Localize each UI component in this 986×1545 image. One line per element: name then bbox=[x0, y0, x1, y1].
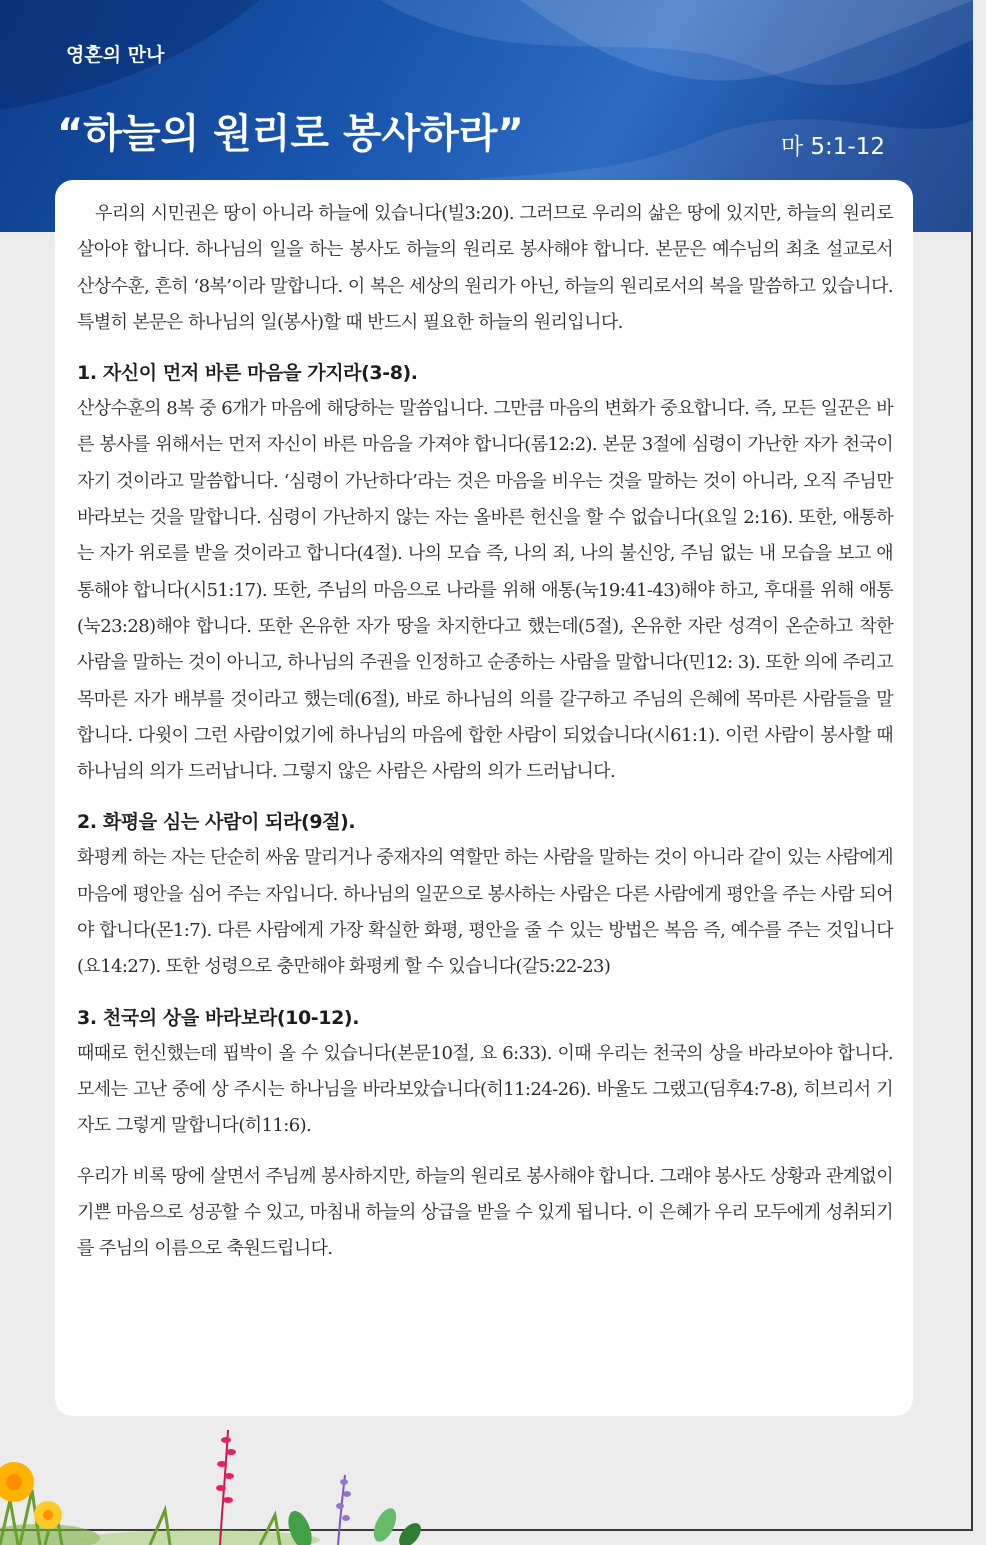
intro-paragraph: 우리의 시민권은 땅이 아니라 하늘에 있습니다(빌3:20). 그러므로 우리의 삶은 땅에 있지만, 하늘의 원리로 살아야 합니다. 하나님의 일을 하는 봉사도 하늘의 원리로 봉사해야 합니다. 본문은 예수님의 최초 설교로서 산상수훈, 흔히 ‘8복’이라 말합니다. 이 복은 세상의 원리가 아닌, 하늘의 원리로서의 복을 말씀하고 있습니다. 특별히 본문은 하나님의 일(봉사)할 때 반드시 필요한 하늘의 원리입니다. bbox=[77, 203, 893, 333]
section-2-text: 화평케 하는 자는 단순히 싸움 말리거나 중재자의 역할만 하는 사람을 말하는 것이 아니라 같이 있는 사람에게 마음에 평안을 심어 주는 자입니다. 하나님의 일꾼으로 봉사하는 사람은 다른 사람에게 평안을 주는 사람 되어야 합니다(몬1:7). 다른 사람에게 가장 확실한 화평, 평안을 줄 수 있는 방법은 복음 즉, 예수를 주는 것입니다(요14:27). 또한 성령으로 충만해야 화평케 할 수 있습니다(갈5:22-23) bbox=[77, 847, 893, 978]
section-1-heading: 1. 자신이 먼저 바른 마음을 가지라(3-8). bbox=[77, 362, 418, 385]
scripture-reference: 마 5:1-12 bbox=[780, 134, 885, 160]
section-3-heading: 3. 천국의 상을 바라보라(10-12). bbox=[77, 1006, 360, 1029]
sermon-card bbox=[55, 180, 913, 1416]
section-3-text: 때때로 헌신했는데 핍박이 올 수 있습니다(본문10절, 요 6:33). 이때 우리는 천국의 상을 바라보아야 합니다. 모세는 고난 중에 상 주시는 하나님을 바라보았습니다(히11:24-26). 바울도 그랬고(딤후4:7-8), 히브리서 기자도 그렇게 말합니다(히11:6). bbox=[77, 1042, 893, 1137]
page-title: “하늘의 원리로 봉사하라” bbox=[57, 111, 524, 157]
section-1-text: 산상수훈의 8복 중 6개가 마음에 해당하는 말씀입니다. 그만큼 마음의 변화가 중요합니다. 즉, 모든 일꾼은 바른 봉사를 위해서는 먼저 자신이 바른 마음을 가져야 합니다(롬12:2). 본문 3절에 심령이 가난한 자가 천국이 자기 것이라고 말씀합니다. ‘심령이 가난하다’라는 것은 마음을 비우는 것을 말하는 것이 아니라, 오직 주님만 바라보는 것을 말합니다. 심령이 가난하지 않는 자는 올바른 헌신을 할 수 없습니다(요일 2:16). 또한, 애통하는 자가 위로를 받을 것이라고 합니다(4절). 나의 모습 즉, 나의 죄, 나의 불신앙, 주님 없는 내 모습을 보고 애통해야 합니다(시51:17). 또한, 주님의 마음으로 나라를 위해 애통(눅19:41-43)해야 하고, 후대를 위해 애통(눅23:28)해야 합니다. 또한 온유한 자가 땅을 차지한다고 했는데(5절), 온유한 자란 성격이 온순하고 착한 사람을 말하는 것이 아니고, 하나님의 주권을 인정하고 순종하는 사람을 말합니다(민12: 3). 또한 의에 주리고 목마른 자가 배부를 것이라고 했는데(6절), 바로 하나님의 의를 갈구하고 주님의 은혜에 목마른 사람들을 말합니다. 다윗이 그런 사람이었기에 하나님의 마음에 합한 사람이 되었습니다(시61:1). 이런 사람이 봉사할 때 하나님의 의가 드러납니다. 그렇지 않은 사람은 사람의 의가 드러납니다. bbox=[77, 398, 893, 783]
section-2-heading: 2. 화평을 심는 사람이 되라(9절). bbox=[77, 811, 356, 834]
section-label: 영혼의 만나 bbox=[66, 44, 165, 66]
flower-decoration bbox=[0, 1420, 440, 1545]
conclusion-paragraph: 우리가 비록 땅에 살면서 주님께 봉사하지만, 하늘의 원리로 봉사해야 합니다. 그래야 봉사도 상황과 관계없이 기쁜 마음으로 성공할 수 있고, 마침내 하늘의 상급을 받을 수 있게 됩니다. 이 은혜가 우리 모두에게 성취되기를 주님의 이름으로 축원드립니다. bbox=[77, 1165, 893, 1260]
